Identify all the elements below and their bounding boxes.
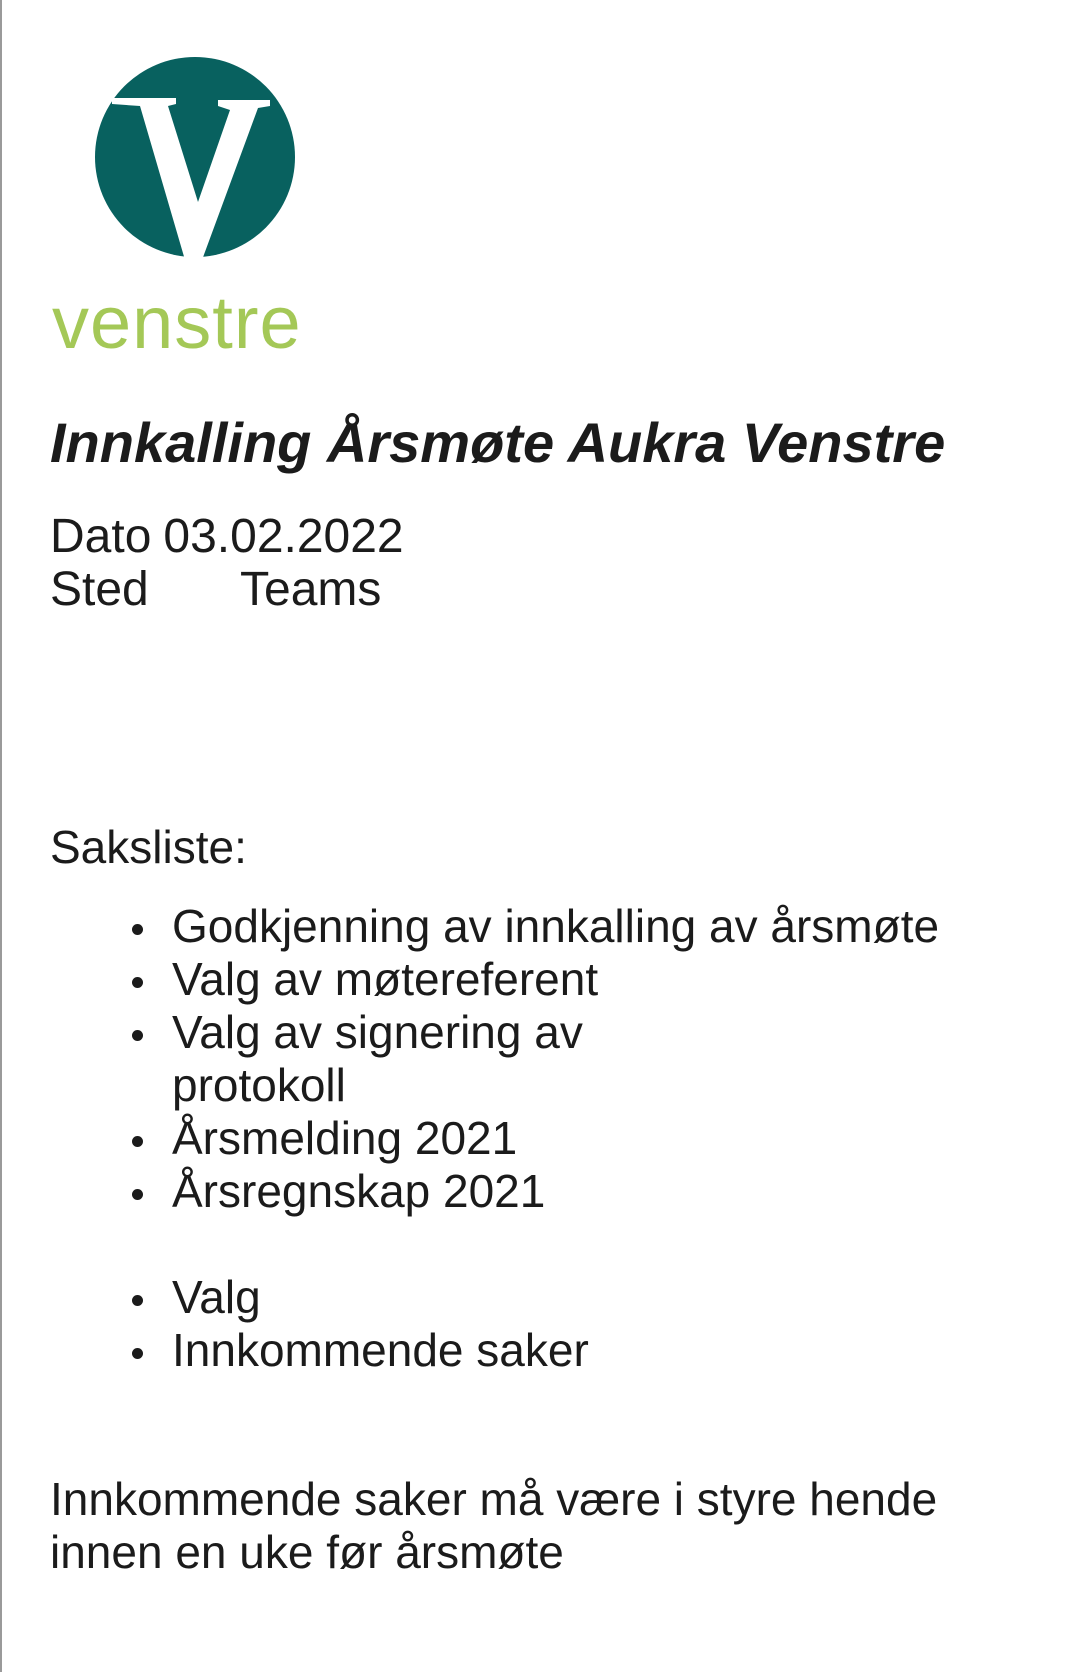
date-row [50,510,404,563]
list-item: Innkommende saker [120,1324,1020,1377]
place-row [50,563,404,616]
date-label: Dato [50,510,152,563]
place-label: Sted [50,563,149,616]
list-item: Valg [120,1271,1020,1324]
meeting-details [50,510,404,616]
page-title: Innkalling Årsmøte Aukra Venstre [50,411,946,474]
date-value: 03.02.2022 [163,510,404,563]
list-item: Årsregnskap 2021 [120,1165,1020,1218]
list-item: Valg av signering av protokoll [120,1006,642,1112]
list-item: Godkjenning av innkalling av årsmøte [120,900,1020,953]
list-item: Årsmelding 2021 [120,1112,1020,1165]
place-value: Teams [240,563,382,616]
agenda-heading: Saksliste: [50,821,247,873]
left-border [0,0,2,1672]
venstre-v-logo-icon [90,52,300,262]
agenda-list [120,900,1020,1377]
list-item: Valg av møtereferent [120,953,1020,1006]
venstre-wordmark: venstre [52,281,302,364]
submission-deadline-note: Innkommende saker må være i styre hende innen en uke før årsmøte [50,1473,938,1578]
